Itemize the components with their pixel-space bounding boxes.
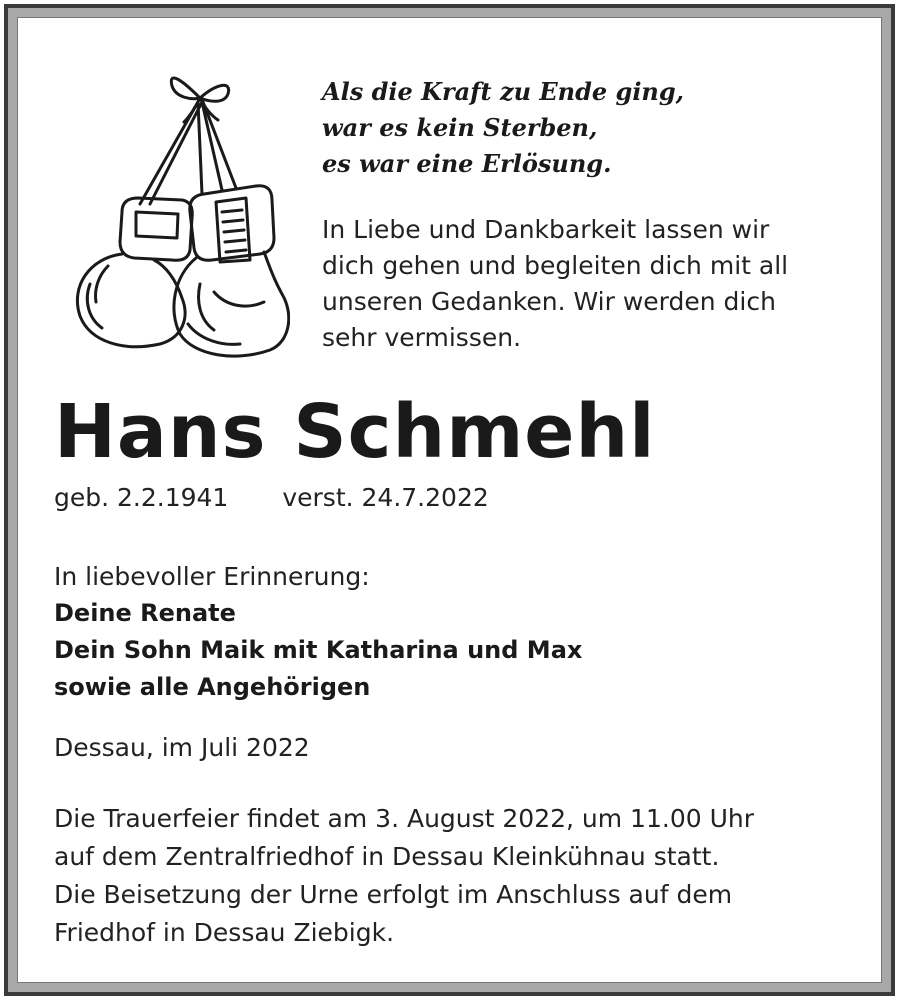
poem (322, 74, 684, 182)
mourner-line: Dein Sohn Maik mit Katharina und Max (54, 636, 583, 664)
funeral-line: Die Trauerfeier findet am 3. August 2022, um 11.00 Uhr (54, 804, 754, 833)
life-dates (54, 480, 489, 516)
deceased-name: Hans Schmehl (54, 389, 656, 475)
remembrance-block (54, 558, 582, 706)
boxing-gloves-icon (50, 62, 290, 362)
mourner-line: Deine Renate (54, 599, 236, 627)
place-date: Dessau, im Juli 2022 (54, 733, 310, 762)
remembrance-intro: In liebevoller Erinnerung: (54, 562, 370, 591)
message-line: dich gehen und begleiten dich mit all (322, 251, 789, 280)
message-line: unseren Gedanken. Wir werden dich (322, 287, 776, 316)
obituary-card (17, 17, 882, 983)
funeral-line: Die Beisetzung der Urne erfolgt im Anschluss auf dem (54, 880, 733, 909)
poem-line: Als die Kraft zu Ende ging, (322, 77, 685, 106)
funeral-info (54, 800, 874, 952)
poem-line: es war eine Erlösung. (322, 149, 612, 178)
funeral-line: Friedhof in Dessau Ziebigk. (54, 918, 395, 947)
birth-date: geb. 2.2.1941 (54, 483, 229, 512)
message-line: sehr vermissen. (322, 323, 522, 352)
message-line: In Liebe und Dankbarkeit lassen wir (322, 215, 770, 244)
obituary-frame (4, 4, 895, 996)
mourner-line: sowie alle Angehörigen (54, 673, 371, 701)
death-date: verst. 24.7.2022 (282, 483, 489, 512)
funeral-line: auf dem Zentralfriedhof in Dessau Kleinkühnau statt. (54, 842, 720, 871)
poem-line: war es kein Sterben, (322, 113, 598, 142)
farewell-message (322, 212, 867, 356)
